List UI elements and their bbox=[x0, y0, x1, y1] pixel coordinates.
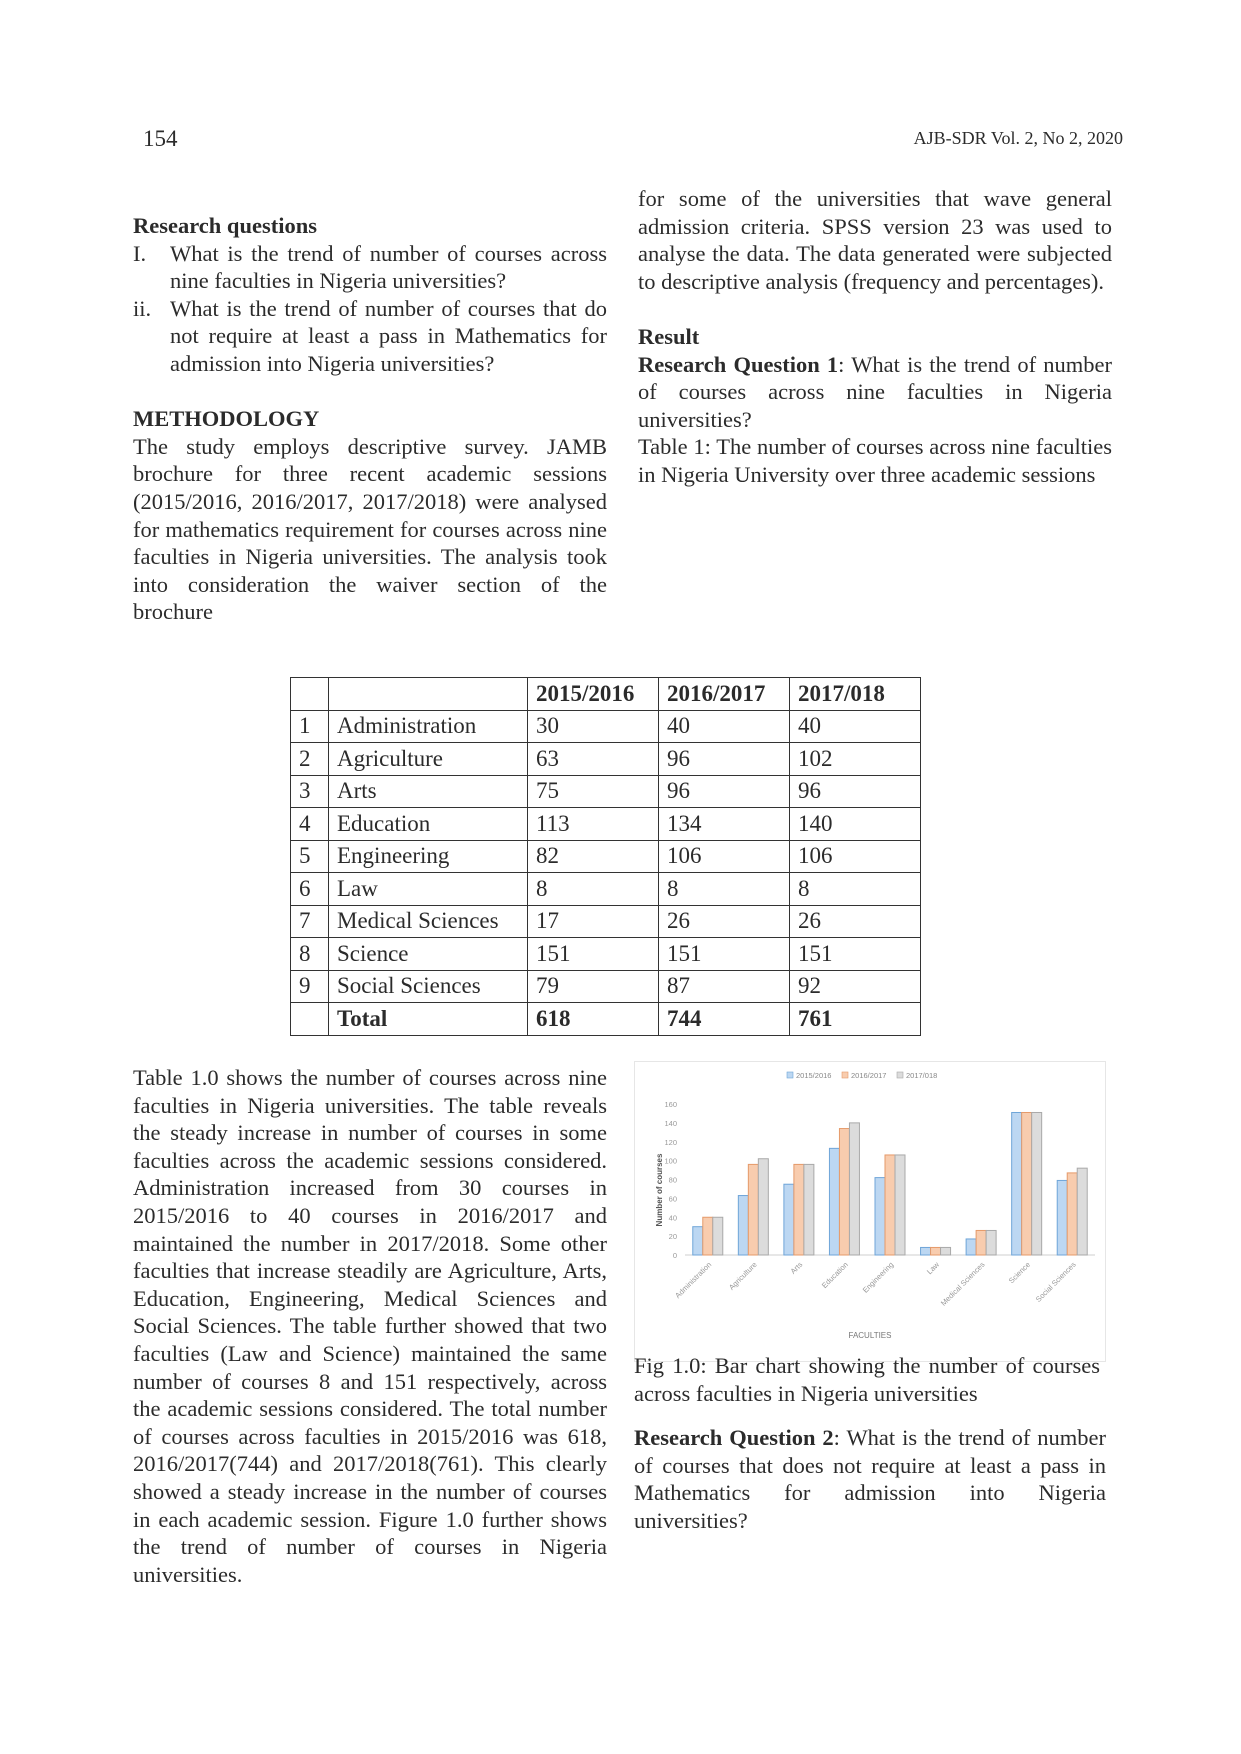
row-index: 5 bbox=[291, 840, 329, 873]
chart-y-label: Number of courses bbox=[655, 1153, 664, 1227]
bar bbox=[875, 1178, 885, 1255]
bar bbox=[738, 1196, 748, 1255]
y-tick-label: 60 bbox=[668, 1194, 677, 1204]
row-faculty: Law bbox=[329, 873, 528, 906]
row-value: 151 bbox=[659, 938, 790, 971]
row-value: 8 bbox=[528, 873, 659, 906]
rq2-text: : What is the trend of number of courses that does not require at least a pass in Mathematics for admission into Nigeria universities? bbox=[634, 1425, 1106, 1533]
table-total-row bbox=[291, 1003, 921, 1036]
discussion-column bbox=[133, 1064, 607, 1588]
y-tick-label: 100 bbox=[664, 1156, 677, 1166]
methodology-heading: METHODOLOGY bbox=[133, 406, 320, 432]
table-row bbox=[291, 840, 921, 873]
row-faculty: Science bbox=[329, 938, 528, 971]
row-index: 3 bbox=[291, 775, 329, 808]
row-value: 113 bbox=[528, 808, 659, 841]
x-tick-label: Arts bbox=[788, 1260, 805, 1276]
research-questions-heading: Research questions bbox=[133, 213, 317, 238]
row-index: 2 bbox=[291, 743, 329, 776]
row-value: 26 bbox=[659, 905, 790, 938]
row-value: 8 bbox=[790, 873, 921, 906]
x-tick-label: Social Sciences bbox=[1033, 1260, 1078, 1304]
row-value: 75 bbox=[528, 775, 659, 808]
table-row bbox=[291, 743, 921, 776]
row-value: 82 bbox=[528, 840, 659, 873]
y-tick-label: 0 bbox=[672, 1251, 677, 1260]
bar bbox=[1077, 1168, 1087, 1255]
bar bbox=[839, 1129, 849, 1255]
header-2017-2018: 2017/018 bbox=[790, 678, 921, 711]
bar bbox=[885, 1155, 895, 1255]
row-value: 92 bbox=[790, 970, 921, 1003]
x-tick-label: Medical Sciences bbox=[938, 1260, 987, 1308]
bar bbox=[804, 1164, 814, 1255]
row-index: 4 bbox=[291, 808, 329, 841]
legend-label: 2016/2017 bbox=[851, 1071, 887, 1080]
row-value: 17 bbox=[528, 905, 659, 938]
courses-table bbox=[290, 677, 921, 1036]
row-value: 79 bbox=[528, 970, 659, 1003]
bar-chart-figure bbox=[634, 1061, 1106, 1362]
row-index: 7 bbox=[291, 905, 329, 938]
bar bbox=[748, 1164, 758, 1255]
result-heading: Result bbox=[638, 323, 700, 349]
row-index: 8 bbox=[291, 938, 329, 971]
bar bbox=[693, 1227, 703, 1255]
row-value: 26 bbox=[790, 905, 921, 938]
chart-legend bbox=[787, 1071, 937, 1080]
row-value: 151 bbox=[528, 938, 659, 971]
bar bbox=[1032, 1112, 1042, 1255]
legend-label: 2015/2016 bbox=[796, 1071, 832, 1080]
row-value: 96 bbox=[659, 775, 790, 808]
bar bbox=[941, 1247, 951, 1255]
table-row bbox=[291, 970, 921, 1003]
x-tick-label: Agriculture bbox=[727, 1260, 759, 1292]
row-faculty: Social Sciences bbox=[329, 970, 528, 1003]
bar bbox=[986, 1230, 996, 1255]
row-value: 8 bbox=[659, 873, 790, 906]
question-number: I. bbox=[133, 240, 147, 266]
bar bbox=[1022, 1112, 1032, 1255]
total-value: 618 bbox=[528, 1003, 659, 1036]
bar bbox=[1067, 1173, 1077, 1255]
row-index bbox=[291, 1003, 329, 1036]
row-value: 106 bbox=[790, 840, 921, 873]
bar-chart bbox=[635, 1062, 1105, 1361]
bar bbox=[713, 1217, 723, 1255]
journal-citation: AJB-SDR Vol. 2, No 2, 2020 bbox=[913, 128, 1123, 148]
table-row bbox=[291, 873, 921, 906]
row-faculty: Agriculture bbox=[329, 743, 528, 776]
y-tick-label: 80 bbox=[668, 1175, 677, 1185]
legend-swatch bbox=[897, 1072, 903, 1078]
discussion-paragraph: Table 1.0 shows the number of courses across nine faculties in Nigeria universities. The table reveals the steady increase in number of courses in some faculties across the academic sessions considered. Administration increased from 30 courses in 2015/2016 to 40 courses in 2016/2017 and maintained the number in 2017/2018. Some other faculties that increase steadily are Agriculture, Arts, Education, Engineering, Medical Sciences and Social Sciences. The table further showed that two faculties (Law and Science) maintained the same number of courses 8 and 151 respectively, across the academic sessions considered. The total number of courses across faculties in 2015/2016 was 618, 2016/2017(744) and 2017/2018(761). This clearly showed a steady increase in the number of courses in each academic session. Figure 1.0 further shows the trend of number of courses in Nigeria universities. bbox=[133, 1065, 607, 1587]
x-tick-label: Education bbox=[819, 1260, 850, 1291]
row-value: 106 bbox=[659, 840, 790, 873]
chart-x-label: FACULTIES bbox=[848, 1331, 892, 1340]
bar bbox=[1012, 1112, 1022, 1255]
bar bbox=[931, 1247, 941, 1255]
total-value: 744 bbox=[659, 1003, 790, 1036]
research-question-1 bbox=[638, 351, 1112, 434]
chart-x-axis bbox=[673, 1260, 1078, 1308]
row-value: 63 bbox=[528, 743, 659, 776]
total-label: Total bbox=[329, 1003, 528, 1036]
header-faculty bbox=[329, 678, 528, 711]
row-value: 140 bbox=[790, 808, 921, 841]
table-row bbox=[291, 710, 921, 743]
row-index: 1 bbox=[291, 710, 329, 743]
row-value: 87 bbox=[659, 970, 790, 1003]
research-question-2 bbox=[634, 1424, 1106, 1534]
methodology-continuation: for some of the universities that wave general admission criteria. SPSS version 23 was used to analyse the data. The data generated were subjected to descriptive analysis (frequency and percentages). bbox=[638, 186, 1112, 294]
question-text: What is the trend of number of courses across nine faculties in Nigeria universities? bbox=[170, 240, 607, 294]
row-value: 96 bbox=[790, 775, 921, 808]
table-header-row bbox=[291, 678, 921, 711]
chart-bars bbox=[693, 1112, 1087, 1255]
legend-swatch bbox=[842, 1072, 848, 1078]
legend-swatch bbox=[787, 1072, 793, 1078]
row-index: 9 bbox=[291, 970, 329, 1003]
row-value: 40 bbox=[659, 710, 790, 743]
row-value: 40 bbox=[790, 710, 921, 743]
page-number: 154 bbox=[143, 126, 178, 151]
bar bbox=[966, 1239, 976, 1255]
bar bbox=[921, 1247, 931, 1255]
bar bbox=[849, 1123, 859, 1255]
x-tick-label: Administration bbox=[673, 1260, 714, 1301]
bar bbox=[976, 1230, 986, 1255]
table-row bbox=[291, 775, 921, 808]
header-index bbox=[291, 678, 329, 711]
methodology-paragraph: The study employs descriptive survey. JAMB brochure for three recent academic sessions (2015/2016, 2016/2017, 2017/2018) were analysed for mathematics requirement for courses across nine faculties in Nigeria universities. The analysis took into consideration the waiver section of the brochure bbox=[133, 433, 607, 625]
row-index: 6 bbox=[291, 873, 329, 906]
row-value: 151 bbox=[790, 938, 921, 971]
row-value: 134 bbox=[659, 808, 790, 841]
left-column-top bbox=[133, 212, 607, 626]
table-row bbox=[291, 938, 921, 971]
y-tick-label: 140 bbox=[664, 1118, 677, 1128]
row-faculty: Medical Sciences bbox=[329, 905, 528, 938]
question-number: ii. bbox=[133, 295, 152, 321]
row-faculty: Education bbox=[329, 808, 528, 841]
row-value: 96 bbox=[659, 743, 790, 776]
research-questions-list bbox=[133, 240, 607, 378]
bar bbox=[784, 1184, 794, 1255]
header-2015-2016: 2015/2016 bbox=[528, 678, 659, 711]
y-tick-label: 120 bbox=[664, 1137, 677, 1147]
row-faculty: Administration bbox=[329, 710, 528, 743]
y-tick-label: 20 bbox=[668, 1232, 677, 1242]
bar bbox=[1057, 1180, 1067, 1255]
bar bbox=[829, 1148, 839, 1255]
header-2016-2017: 2016/2017 bbox=[659, 678, 790, 711]
table-caption: Table 1: The number of courses across nine faculties in Nigeria University over three academic sessions bbox=[638, 434, 1112, 487]
y-tick-label: 40 bbox=[668, 1213, 677, 1223]
bar bbox=[794, 1164, 804, 1255]
row-faculty: Engineering bbox=[329, 840, 528, 873]
x-tick-label: Engineering bbox=[860, 1260, 896, 1295]
question-item bbox=[133, 295, 607, 378]
bar bbox=[758, 1159, 768, 1255]
table-row bbox=[291, 808, 921, 841]
y-tick-label: 160 bbox=[664, 1100, 677, 1109]
table-row bbox=[291, 905, 921, 938]
figure-caption: Fig 1.0: Bar chart showing the number of courses across faculties in Nigeria universities bbox=[634, 1353, 1100, 1406]
question-item bbox=[133, 240, 607, 295]
row-value: 102 bbox=[790, 743, 921, 776]
bar bbox=[703, 1217, 713, 1255]
rq1-label: Research Question 1 bbox=[638, 351, 839, 377]
x-tick-label: Law bbox=[924, 1260, 941, 1277]
total-value: 761 bbox=[790, 1003, 921, 1036]
question-text: What is the trend of number of courses that do not require at least a pass in Mathematics for admission into Nigeria universities? bbox=[170, 295, 607, 376]
row-faculty: Arts bbox=[329, 775, 528, 808]
right-column-top bbox=[638, 185, 1112, 489]
x-tick-label: Science bbox=[1006, 1260, 1033, 1286]
row-value: 30 bbox=[528, 710, 659, 743]
rq2-label: Research Question 2 bbox=[634, 1425, 834, 1450]
rq1-text: : What is the trend of number of courses across nine faculties in Nigeria universities? bbox=[638, 351, 1112, 432]
legend-label: 2017/018 bbox=[906, 1071, 938, 1080]
bar bbox=[895, 1155, 905, 1255]
